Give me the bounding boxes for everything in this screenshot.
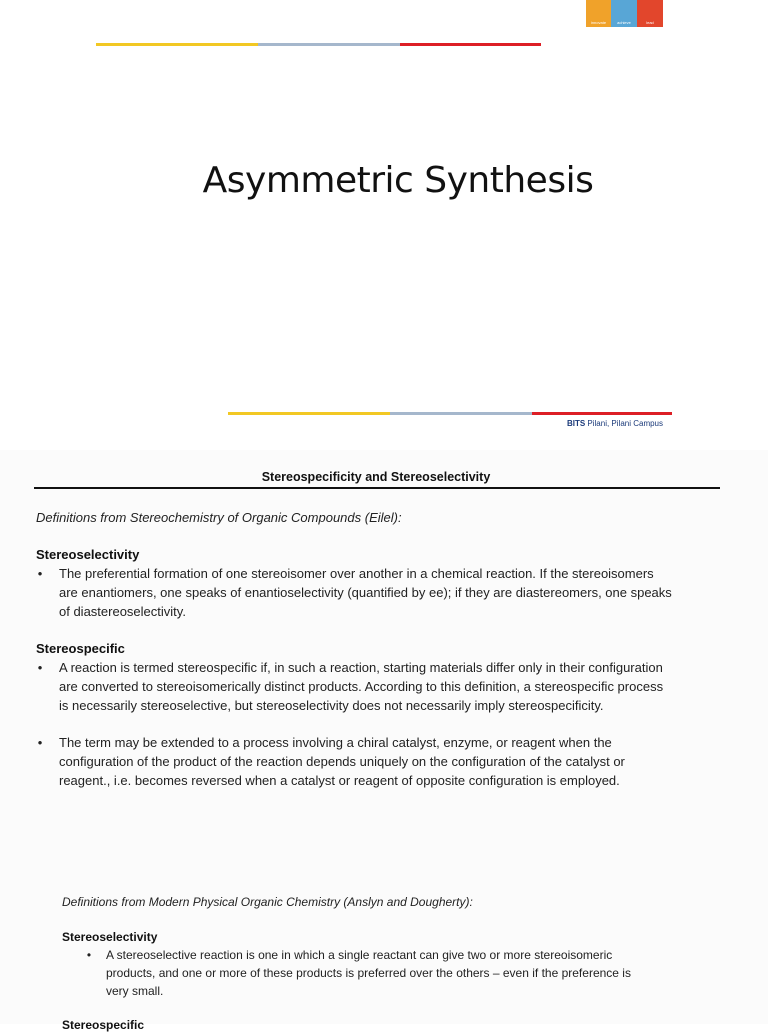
slide-title: Asymmetric Synthesis	[202, 160, 594, 201]
anslyn-stereospecific-heading: Stereospecific	[62, 1018, 145, 1032]
eliel-specific-line-1: A reaction is termed stereospecific if, in such a reaction, starting materials differ only in their configuration	[59, 660, 663, 675]
eliel-selectivity-line-3: of diastereoselectivity.	[59, 604, 186, 619]
eliel-extension-line-3: reagent., i.e. becomes reversed when a catalyst or reagent of opposite configuration is employed.	[59, 773, 620, 788]
footer-bar-grey	[390, 412, 532, 415]
anslyn-selectivity-line-3: very small.	[106, 984, 164, 998]
eliel-selectivity-line-1: The preferential formation of one stereoisomer over another in a chemical reaction. If the stereoisomers	[59, 566, 654, 581]
eliel-selectivity-line-2: are enantiomers, one speaks of enantioselectivity (quantified by ee); if they are diastereomers, one speaks	[59, 585, 672, 600]
anslyn-stereoselectivity-heading: Stereoselectivity	[62, 930, 158, 944]
eliel-stereoselectivity-heading: Stereoselectivity	[36, 547, 140, 562]
footer-bar-red	[532, 412, 672, 415]
footer-bar-yellow	[228, 412, 390, 415]
bullet-icon: •	[37, 566, 43, 581]
logo-tag-innovate: innovate	[590, 20, 607, 25]
top-bar-grey	[258, 43, 400, 46]
eliel-extension-line-2: configuration of the product of the reaction depends uniquely on the configuration of the catalyst or	[59, 754, 625, 769]
footer-bits: BITS	[566, 419, 586, 428]
footer-campus: Pilani, Pilani Campus	[585, 419, 663, 428]
bullet-icon: •	[37, 735, 43, 750]
bullet-icon: •	[37, 660, 43, 675]
anslyn-selectivity-line-2: products, and one or more of these products is preferred over the others – even if the preference is	[106, 966, 631, 980]
eliel-specific-line-2: are converted to stereoisomerically distinct products. According to this definition, a stereospecific process	[59, 679, 664, 694]
eliel-specific-line-3: is necessarily stereoselective, but stereoselectivity does not necessarily imply stereospecificity.	[59, 698, 604, 713]
anslyn-selectivity-line-1: A stereoselective reaction is one in which a single reactant can give two or more stereoisomeric	[106, 948, 613, 962]
top-bar-yellow	[96, 43, 258, 46]
anslyn-intro: Definitions from Modern Physical Organic Chemistry (Anslyn and Dougherty):	[62, 895, 473, 909]
eliel-extension-line-1: The term may be extended to a process involving a chiral catalyst, enzyme, or reagent when the	[59, 735, 612, 750]
bullet-icon: •	[86, 948, 92, 962]
title-slide	[0, 0, 768, 448]
top-bar-red	[400, 43, 541, 46]
heading-rule	[34, 487, 720, 489]
bits-logo	[586, 0, 663, 27]
document-heading: Stereospecificity and Stereoselectivity	[261, 470, 491, 484]
logo-tag-achieve: achieve	[617, 20, 631, 25]
logo-tag-lead: lead	[646, 20, 654, 25]
campus-footer	[567, 419, 663, 428]
eliel-stereospecific-heading: Stereospecific	[36, 641, 125, 656]
document-page	[0, 450, 768, 1032]
eliel-intro: Definitions from Stereochemistry of Organic Compounds (Eilel):	[36, 510, 402, 525]
